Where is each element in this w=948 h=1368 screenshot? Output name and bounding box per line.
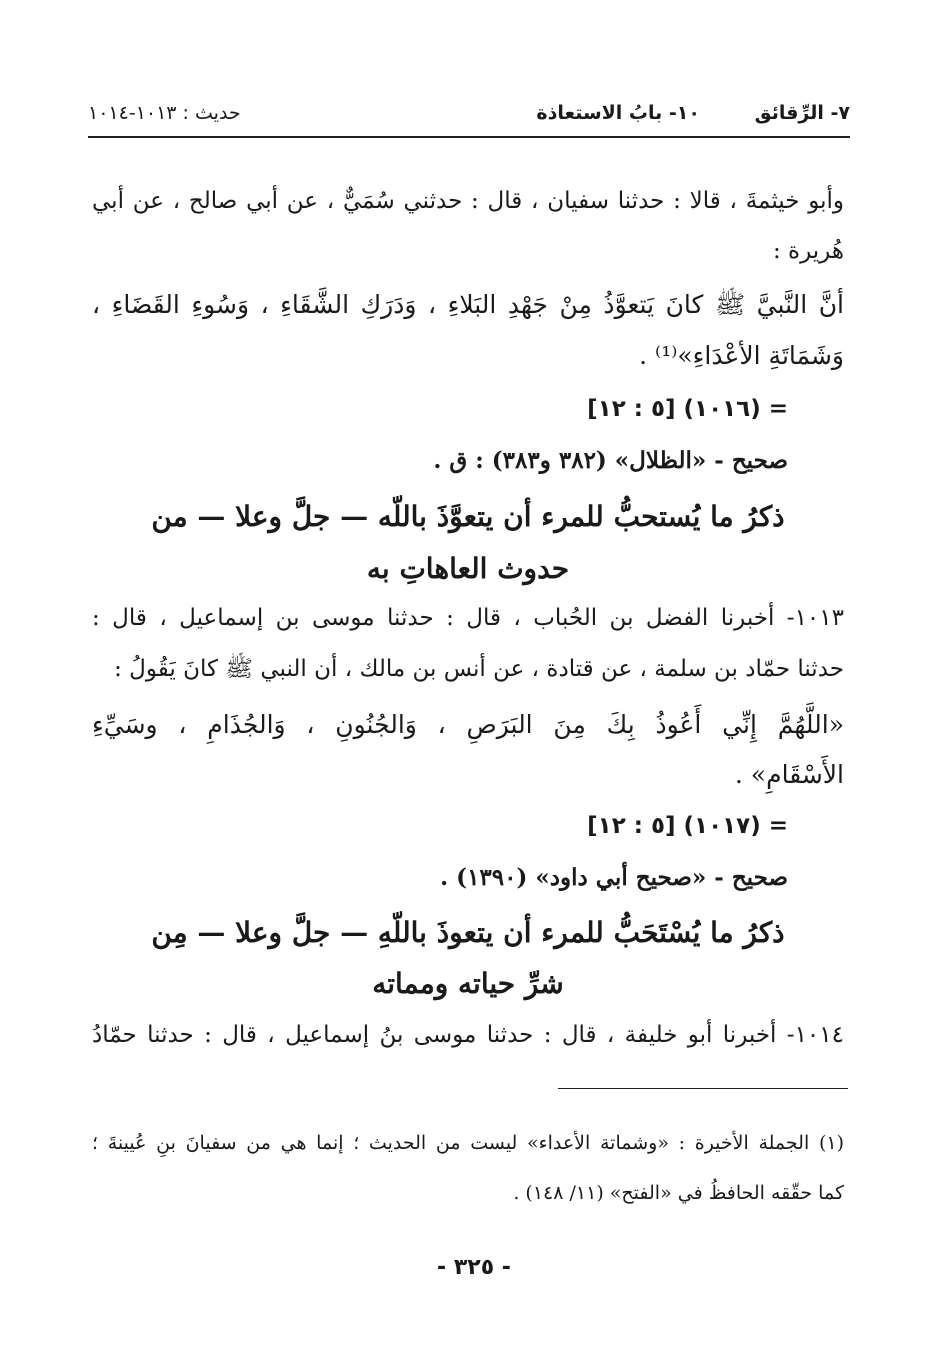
hadith-grade: صحيح - «صحيح أبي داود» (١٣٩٠) . [440, 864, 788, 891]
hadith-text-line: وَشَمَاتَةِ الأعْدَاءِ»⁽¹⁾ . [639, 341, 844, 370]
hadith-grade: صحيح - «الظلال» (٣٨٢ و٣٨٣) : ق . [433, 447, 788, 474]
hadith-text-line: «اللَّهُمَّ إِنِّي أَعُوذُ بِكَ مِنَ البَرَصِ ، وَالجُنُونِ ، وَالجُذَامِ ، وسَيِّءِ [92, 710, 844, 739]
running-header [88, 96, 850, 132]
header-chapter-title: ١٠- بابُ الاستعاذة [536, 102, 700, 124]
page-number: - ٣٢٥ - [437, 1255, 511, 1280]
header-book-title: ٧- الرِّقائق [754, 102, 850, 124]
paragraph-line: حدثنا حمّاد بن سلمة ، عن قتادة ، عن أنس بن مالك ، أن النبي ﷺ كانَ يَقُولُ : [114, 656, 844, 682]
hadith-reference: = (١٠١٧) [٥ : ١٢] [587, 813, 788, 839]
section-heading: حدوث العاهاتِ به [366, 552, 570, 585]
section-heading: ذكرُ ما يُسْتَحَبُّ للمرء أن يتعوذَ باللّهِ — جلَّ وعلا — مِن [151, 916, 785, 949]
section-heading: ذكرُ ما يُستحبُّ للمرء أن يتعوَّذَ باللّه — جلَّ وعلا — من [151, 500, 785, 533]
paragraph-line: ١٠١٤- أخبرنا أبو خليفة ، قال : حدثنا موسى بنُ إسماعيل ، قال : حدثنا حمّادُ [92, 1022, 844, 1048]
header-divider [88, 136, 850, 138]
section-heading: شرِّ حياته ومماته [372, 967, 564, 1000]
hadith-text-line: الأَسْقَامِ» . [734, 760, 844, 789]
hadith-text-line: أنَّ النَّبيَّ ﷺ كانَ يَتعوَّذُ مِنْ جَهْدِ البَلاءِ ، وَدَرَكِ الشَّقَاءِ ، وَسُوءِ القَضَاءِ ، [92, 290, 844, 319]
footnote-line: (١) الجملة الأخيرة : «وشماتة الأعداء» ليست من الحديث ؛ إنما هي من سفيانَ بنِ عُيينةَ ؛ [92, 1132, 844, 1154]
paragraph-line: هُريرة : [772, 238, 844, 264]
paragraph-line: ١٠١٣- أخبرنا الفضل بن الحُباب ، قال : حدثنا موسى بن إسماعيل ، قال : [92, 605, 844, 631]
paragraph-line: وأبو خيثمةَ ، قالا : حدثنا سفيان ، قال : حدثني سُمَيٌّ ، عن أبي صالح ، عن أبي [92, 188, 844, 214]
hadith-reference: = (١٠١٦) [٥ : ١٢] [587, 396, 788, 422]
footnote-divider [558, 1088, 848, 1089]
footnote-line: كما حقّقه الحافظُ في «الفتح» (١١/ ١٤٨) . [513, 1182, 844, 1204]
header-hadith-range: حديث : ١٠١٣-١٠١٤ [88, 102, 241, 124]
